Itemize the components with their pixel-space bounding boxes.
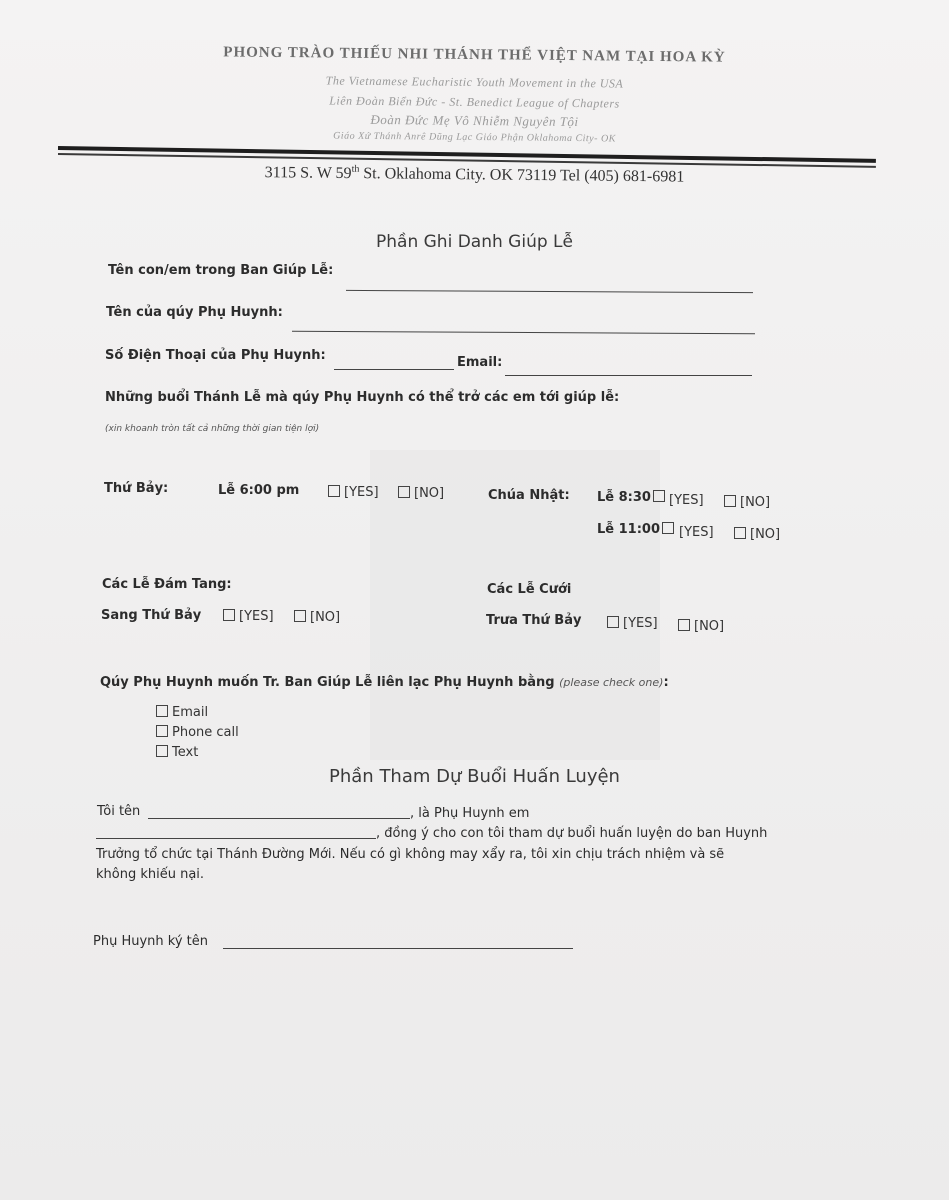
email-label: Email: [457, 355, 503, 370]
training-parent-of: , là Phụ Huynh em [410, 806, 530, 821]
saturday-label: Thứ Bảy: [104, 481, 169, 496]
checkbox-icon[interactable] [294, 610, 306, 622]
address-line: 3115 S. W 59th St. Oklahoma City. OK 73119 Tel (405) 681-6981 [264, 163, 685, 186]
phone-field[interactable] [334, 369, 454, 370]
checkbox-icon[interactable] [156, 745, 168, 757]
wedding-time: Trưa Thứ Bảy [486, 613, 582, 628]
checkbox-icon[interactable] [607, 616, 619, 628]
checkbox-icon[interactable] [724, 495, 736, 507]
saturday-no-option[interactable]: [NO] [398, 486, 444, 501]
funeral-label: Các Lễ Đám Tang: [102, 577, 232, 592]
saturday-yes-option[interactable]: [YES] [328, 485, 379, 500]
funeral-time: Sang Thứ Bảy [101, 608, 202, 623]
org-english-name: The Vietnamese Eucharistic Youth Movement in the USA [325, 73, 624, 91]
training-consent-line3: không khiếu nại. [96, 867, 205, 882]
checkbox-icon[interactable] [653, 490, 665, 502]
checkbox-icon[interactable] [223, 609, 235, 621]
checkbox-icon[interactable] [398, 486, 410, 498]
training-name-label: Tôi tên [97, 804, 141, 819]
contact-option-phone[interactable]: Phone call [156, 725, 239, 740]
funeral-yes-option[interactable]: [YES] [223, 609, 274, 624]
org-name: PHONG TRÀO THIẾU NHI THÁNH THỂ VIỆT NAM TẠI HOA KỲ [223, 44, 726, 66]
sunday-830-no-option[interactable]: [NO] [724, 495, 770, 510]
sunday-1100-no-option[interactable]: [NO] [734, 527, 780, 542]
sunday-label: Chúa Nhật: [488, 488, 570, 503]
checkbox-icon[interactable] [156, 705, 168, 717]
sunday-mass-1100: Lễ 11:00 [597, 522, 678, 537]
wedding-no-option[interactable]: [NO] [678, 619, 724, 634]
league-name: Liên Đoàn Biển Đức - St. Benedict League of Chapters [329, 93, 620, 111]
funeral-no-option[interactable]: [NO] [294, 610, 340, 625]
training-consent-line: , đồng ý cho con tôi tham dự buổi huấn luyện do ban Huynh [376, 826, 768, 841]
sunday-1100-yes-option[interactable]: [YES] [679, 525, 714, 540]
wedding-label: Các Lễ Cưới [487, 582, 572, 597]
phone-label: Số Điện Thoại của Phụ Huynh: [105, 348, 326, 363]
checkbox-icon[interactable] [734, 527, 746, 539]
sunday-830-yes-option[interactable]: [YES] [669, 493, 704, 508]
contact-option-email[interactable]: Email [156, 705, 208, 720]
training-child-name-field[interactable] [96, 838, 376, 839]
training-consent-line2: Trưởng tổ chức tại Thánh Đường Mới. Nếu có gì không may xẩy ra, tôi xin chịu trách nhiệm và sẽ [96, 847, 725, 862]
training-title: Phần Tham Dự Buổi Huấn Luyện [329, 766, 620, 787]
registration-title: Phần Ghi Danh Giúp Lễ [376, 232, 573, 252]
child-name-label: Tên con/em trong Ban Giúp Lễ: [108, 263, 334, 278]
signature-label: Phụ Huynh ký tên [93, 934, 208, 949]
checkbox-icon[interactable] [662, 522, 674, 534]
parish-name: Giáo Xứ Thánh Anrê Dũng Lạc Giáo Phận Oklahoma City- OK [333, 130, 616, 145]
signature-field[interactable] [223, 948, 573, 949]
mass-question: Những buổi Thánh Lễ mà qúy Phụ Huynh có thể trở các em tới giúp lễ: [105, 390, 620, 405]
parent-name-label: Tên của qúy Phụ Huynh: [106, 305, 283, 320]
mass-hint: (xin khoanh tròn tất cả những thời gian tiện lợi) [105, 424, 320, 434]
checkbox-icon[interactable] [156, 725, 168, 737]
email-field[interactable] [505, 375, 752, 376]
sunday-mass-830: Lễ 8:30 [597, 490, 669, 505]
contact-question: Qúy Phụ Huynh muốn Tr. Ban Giúp Lễ liên lạc Phụ Huynh bằng (please check one): [100, 675, 669, 690]
training-parent-name-field[interactable] [148, 818, 410, 819]
chapter-name: Đoàn Đức Mẹ Vô Nhiễm Nguyên Tội [370, 111, 579, 130]
saturday-mass-time: Lễ 6:00 pm [218, 483, 300, 498]
wedding-yes-option[interactable]: [YES] [607, 616, 658, 631]
checkbox-icon[interactable] [328, 485, 340, 497]
contact-option-text[interactable]: Text [156, 745, 198, 760]
checkbox-icon[interactable] [678, 619, 690, 631]
